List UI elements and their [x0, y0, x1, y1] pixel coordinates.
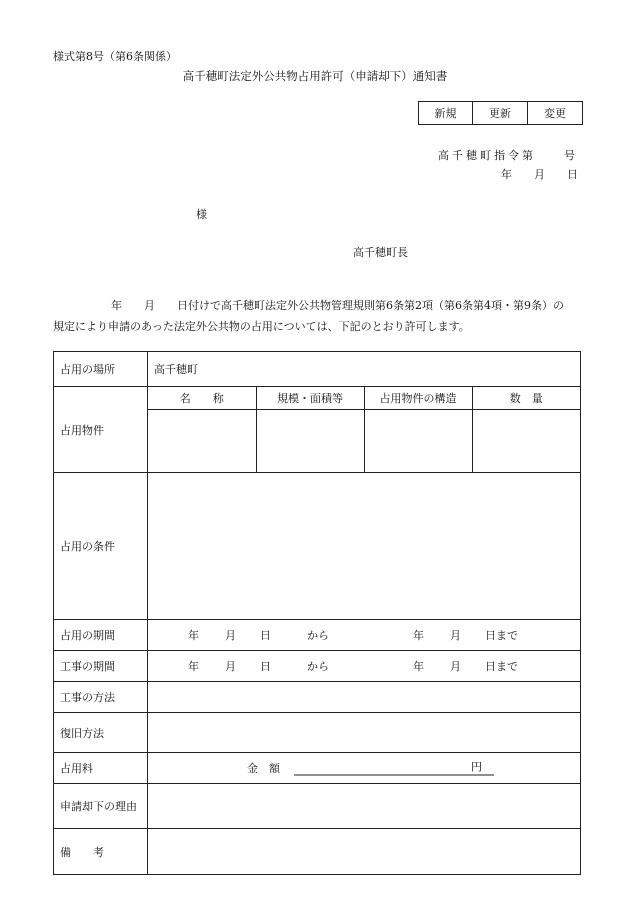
document-title: 高千穂町法定外公共物占用許可（申請却下）通知書	[182, 69, 448, 83]
end-month-label: 月	[450, 629, 461, 642]
location-label: 占用の場所	[54, 352, 148, 387]
start-month-label: 月	[225, 660, 236, 673]
object-grid	[148, 387, 580, 472]
type-new: 新規	[419, 102, 473, 125]
row-fee	[54, 753, 581, 784]
start-day-label: 日	[260, 629, 271, 642]
rejection-reason-label: 申請却下の理由	[54, 784, 148, 829]
row-construction-method	[54, 682, 581, 713]
row-rejection-reason	[54, 784, 581, 829]
amount-label: 金 額	[247, 762, 280, 775]
object-size-field[interactable]	[256, 410, 364, 473]
order-date: 年 月 日	[501, 168, 578, 181]
body-text-line-1: 年 月 日付けで高千穂町法定外公共物管理規則第6条第2項（第6条第4項・第9条）の	[111, 299, 564, 312]
row-remarks	[54, 829, 581, 875]
object-quantity-field[interactable]	[472, 410, 580, 473]
occupancy-period-label: 占用の期間	[54, 620, 148, 651]
row-object	[54, 387, 581, 473]
object-header-name: 名 称	[148, 387, 256, 410]
object-name-field[interactable]	[148, 410, 256, 473]
start-month-label: 月	[225, 629, 236, 642]
form-number: 様式第8号（第6条関係）	[53, 50, 177, 63]
from-label: から	[307, 660, 329, 673]
until-day-label: 日まで	[485, 660, 518, 673]
remarks-field[interactable]	[148, 829, 581, 875]
object-structure-field[interactable]	[364, 410, 472, 473]
from-label: から	[307, 629, 329, 642]
until-day-label: 日まで	[485, 629, 518, 642]
row-occupancy-period	[54, 620, 581, 651]
start-year-label: 年	[188, 629, 199, 642]
end-month-label: 月	[450, 660, 461, 673]
permit-details-table	[53, 351, 581, 875]
object-label: 占用物件	[54, 387, 148, 473]
construction-method-label: 工事の方法	[54, 682, 148, 713]
row-restoration	[54, 713, 581, 753]
object-grid-cell	[148, 387, 581, 473]
object-header-structure: 占用物件の構造	[364, 387, 472, 410]
row-construction-period	[54, 651, 581, 682]
location-value: 高千穂町	[148, 352, 581, 387]
row-location	[54, 352, 581, 387]
rejection-reason-field[interactable]	[148, 784, 581, 829]
object-header-size: 規模・面積等	[256, 387, 364, 410]
restoration-field[interactable]	[148, 713, 581, 753]
application-type-box	[418, 101, 583, 125]
type-renewal: 更新	[473, 102, 528, 125]
yen-label: 円	[294, 761, 494, 776]
construction-period-label: 工事の期間	[54, 651, 148, 682]
start-day-label: 日	[260, 660, 271, 673]
type-change: 変更	[528, 102, 583, 125]
order-number: 高千穂町指令第 号	[438, 149, 578, 162]
fee-label: 占用料	[54, 753, 148, 784]
occupancy-period-field[interactable]	[148, 620, 581, 651]
construction-method-field[interactable]	[148, 682, 581, 713]
object-header-quantity: 数 量	[472, 387, 580, 410]
fee-field[interactable]	[148, 753, 581, 784]
row-conditions	[54, 473, 581, 620]
start-year-label: 年	[188, 660, 199, 673]
end-year-label: 年	[413, 660, 424, 673]
conditions-field[interactable]	[148, 473, 581, 620]
addressee-suffix: 様	[196, 208, 207, 221]
body-text-line-2: 規定により申請のあった法定外公共物の占用については、下記のとおり許可します。	[53, 320, 470, 333]
conditions-label: 占用の条件	[54, 473, 148, 620]
remarks-label: 備 考	[54, 829, 148, 875]
end-year-label: 年	[413, 629, 424, 642]
construction-period-field[interactable]	[148, 651, 581, 682]
issuer-name: 高千穂町長	[353, 246, 408, 259]
restoration-label: 復旧方法	[54, 713, 148, 753]
